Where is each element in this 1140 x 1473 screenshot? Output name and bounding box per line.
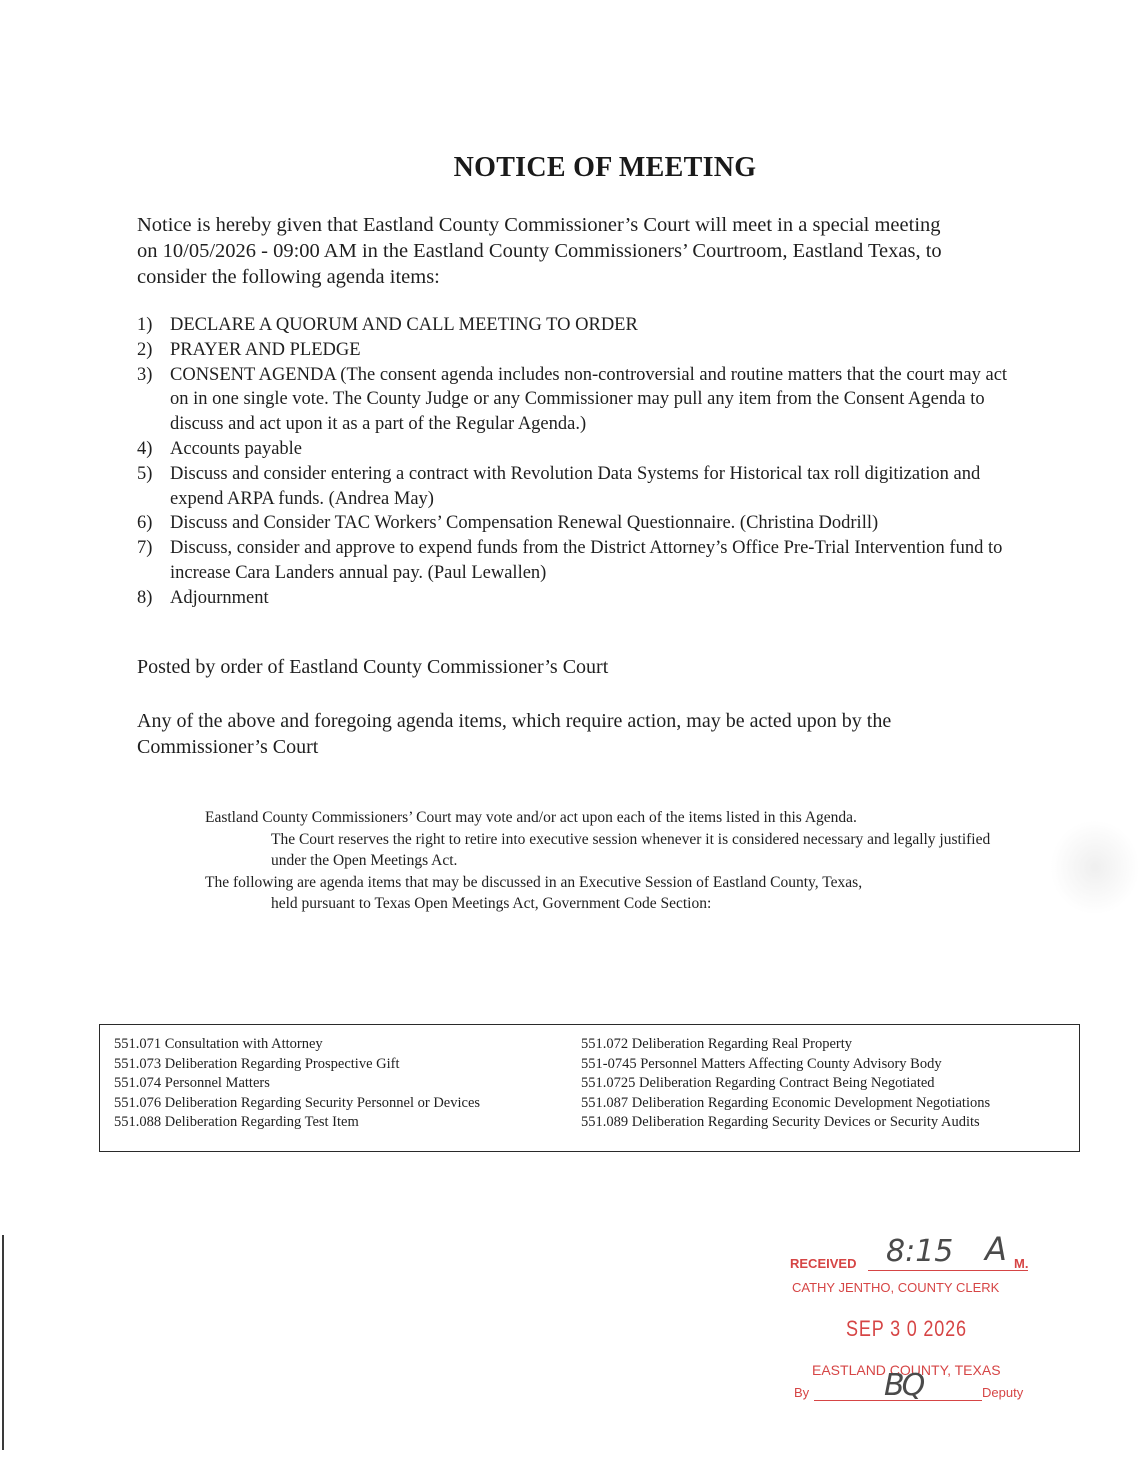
- executive-line: The following are agenda items that may be discussed in an Executive Session of Eastland County, Texas,: [205, 873, 863, 891]
- agenda-item-number: 1): [137, 315, 153, 335]
- code-section-item: 551.071 Consultation with Attorney: [114, 1036, 323, 1052]
- agenda-item-number: 2): [137, 339, 153, 360]
- agenda-item-text: Discuss and consider entering a contract with Revolution Data Systems for Historical tax roll digitization and expend ARPA funds. (Andrea May): [170, 463, 981, 509]
- code-section-item: 551.074 Personnel Matters: [114, 1075, 270, 1091]
- meridiem-suffix: M.: [1014, 1256, 1029, 1271]
- agenda-item: [137, 536, 1017, 586]
- executive-line: held pursuant to Texas Open Meetings Act, Government Code Section:: [271, 895, 712, 912]
- agenda-item-number: 6): [137, 513, 153, 534]
- agenda-item-number: 8): [137, 587, 153, 608]
- agenda-item-text: Discuss, consider and approve to expend funds from the District Attorney’s Office Pre-Trial Intervention fund to increase Cara Landers annual pay. (Paul Lewallen): [170, 538, 1003, 583]
- received-date: SEP 3 0 2026: [846, 1316, 967, 1341]
- agenda-item-number: 4): [137, 438, 153, 459]
- code-section-item: 551.072 Deliberation Regarding Real Property: [581, 1036, 853, 1052]
- received-time-handwritten: 8:15: [886, 1234, 954, 1269]
- agenda-item-text: DECLARE A QUORUM AND CALL MEETING TO ORDER: [170, 315, 638, 335]
- code-section-item: 551.073 Deliberation Regarding Prospective Gift: [114, 1055, 400, 1072]
- page-title: NOTICE OF MEETING: [453, 152, 757, 183]
- received-label: RECEIVED: [790, 1256, 857, 1271]
- code-section-item: 551.089 Deliberation Regarding Security Devices or Security Audits: [581, 1114, 980, 1130]
- code-section-item: 551.087 Deliberation Regarding Economic Development Negotiations: [581, 1094, 991, 1111]
- received-stamp: [790, 1228, 1050, 1408]
- agenda-item-number: 3): [137, 364, 153, 385]
- county-clerk-name: CATHY JENTHO, COUNTY CLERK: [792, 1280, 1000, 1295]
- county-name: EASTLAND COUNTY, TEXAS: [812, 1362, 1001, 1378]
- agenda-item-number: 7): [137, 538, 153, 559]
- agenda-item-text: PRAYER AND PLEDGE: [170, 339, 361, 360]
- agenda-item-text: Discuss and Consider TAC Workers’ Compensation Renewal Questionnaire. (Christina Dodrill): [170, 513, 879, 534]
- agenda-item: [137, 586, 1017, 611]
- agenda-item-text: Accounts payable: [170, 438, 303, 459]
- scan-edge-line: [2, 1235, 4, 1450]
- executive-line: Eastland County Commissioners’ Court may vote and/or act upon each of the items listed in this Agenda.: [205, 809, 857, 826]
- executive-line: The Court reserves the right to retire into executive session whenever it is considered necessary and legally justified under the Open Meetings Act.: [271, 830, 991, 869]
- by-label: By: [794, 1385, 810, 1400]
- foregoing-items-notice: Any of the above and foregoing agenda items, which require action, may be acted upon by the Commissioner’s Court: [137, 710, 892, 758]
- scan-smudge: [1050, 820, 1140, 915]
- posted-by-notice: Posted by order of Eastland County Commissioner’s Court: [137, 656, 609, 678]
- government-code-sections-box: [99, 1024, 1080, 1152]
- code-section-item: 551.076 Deliberation Regarding Security Personnel or Devices: [114, 1094, 481, 1111]
- agenda-item: [137, 313, 1017, 338]
- code-sections-left-column: [114, 1035, 480, 1133]
- agenda-item: [137, 437, 1017, 462]
- agenda-item: [137, 338, 1017, 363]
- code-section-item: 551-0745 Personnel Matters Affecting County Advisory Body: [581, 1055, 942, 1072]
- deputy-signature: BQ: [884, 1368, 923, 1403]
- agenda-list: [137, 313, 1017, 611]
- intro-paragraph: Notice is hereby given that Eastland County Commissioner’s Court will meet in a special meeting on 10/05/2026 - 09:00 AM in the Eastland County Commissioners’ Courtroom, Eastland Texas, to consider the following agenda items:: [137, 214, 942, 288]
- code-section-item: 551.088 Deliberation Regarding Test Item: [114, 1114, 359, 1130]
- meridiem-handwritten: A: [985, 1230, 1007, 1268]
- agenda-item: [137, 511, 1017, 536]
- executive-session-notice: [205, 807, 1005, 915]
- code-section-item: 551.0725 Deliberation Regarding Contract Being Negotiated: [581, 1075, 935, 1091]
- agenda-item-text: CONSENT AGENDA (The consent agenda includes non-controversial and routine matters that the court may act on in one single vote. The County Judge or any Commissioner may pull any item from the Consent Agenda to discuss and act upon it as a part of the Regular Agenda.): [170, 364, 1008, 435]
- deputy-label: Deputy: [982, 1385, 1024, 1400]
- agenda-item: [137, 462, 1017, 512]
- agenda-item-number: 5): [137, 463, 153, 484]
- agenda-item: [137, 363, 1017, 437]
- agenda-item-text: Adjournment: [170, 587, 269, 608]
- code-sections-right-column: [581, 1035, 990, 1133]
